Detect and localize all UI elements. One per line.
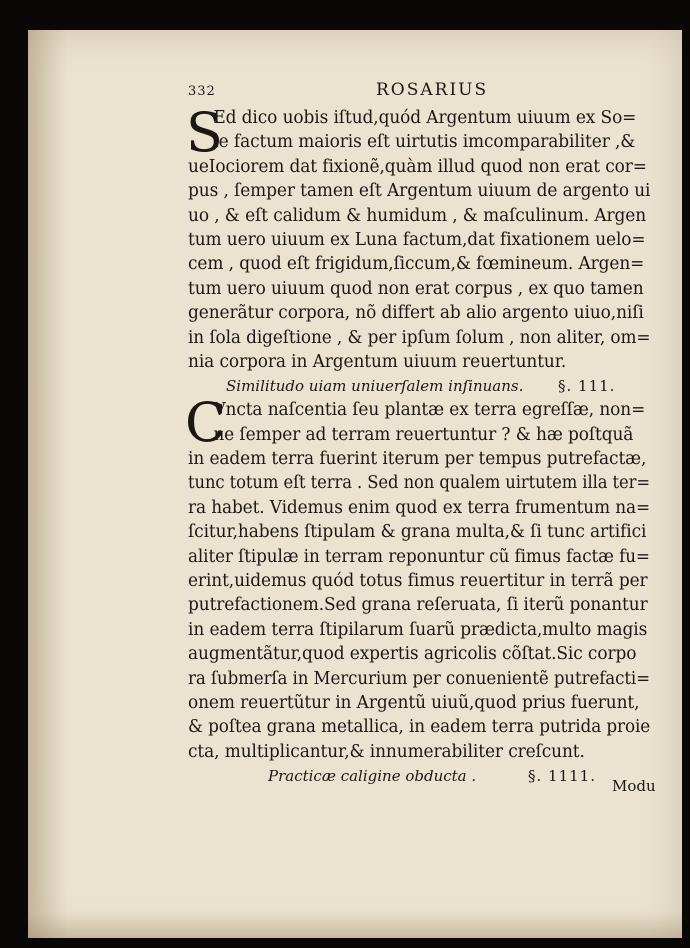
text-line: erint,uidemus quód totus fimus reuertitur in terrã per: [188, 571, 648, 592]
text-line: tunc totum eſt terra . Sed non qualem uirtutem illa ter=: [188, 473, 651, 494]
text-line: in eadem terra ſtipilarum ſuarũ prædicta,multo magis: [188, 619, 648, 640]
section-title: Practicæ caligine obducta .: [268, 767, 477, 786]
section-number: §. 1111.: [528, 767, 596, 786]
running-head: ROSARIUS: [376, 80, 489, 100]
text-line: cem , quod eſt frigidum,ſiccum,& fœmineum. Argen=: [188, 254, 645, 275]
text-line: cta, multiplicantur,& innumerabiliter creſcunt.: [188, 741, 585, 762]
text-line: onem reuertũtur in Argentũ uiuũ,quod prius fuerunt,: [188, 692, 640, 713]
text-line: ſcitur,habens ſtipulam & grana multa,& ſi tunc artifici: [188, 522, 647, 543]
section-heading-2: [188, 764, 662, 788]
text-line: putrefactionem.Sed grana reſeruata, ſi iterũ ponantur: [188, 595, 648, 616]
text-line: ra habet. Videmus enim quod ex terra frumentum na=: [188, 497, 651, 518]
page-header: [188, 80, 662, 106]
text-line: tum uero uiuum ex Luna factum,dat fixationem uelo=: [188, 229, 646, 250]
text-block: [185, 80, 662, 788]
text-line: nia corpora in Argentum uiuum reuertuntur.: [188, 351, 567, 372]
text-line: le factum maioris eſt uirtutis imcomparabiliter ,&: [213, 132, 636, 153]
page-bottom-edge: [28, 912, 682, 938]
text-line: in eadem terra fuerint iterum per tempus putrefactæ,: [188, 449, 647, 470]
text-line: & poſtea grana metallica, in eadem terra putrida proie: [188, 717, 651, 738]
section-title: Similitudo uiam uniuerſalem inſinuans.: [226, 377, 524, 396]
section-heading-1: [188, 374, 662, 398]
drop-cap-s: S: [186, 101, 223, 164]
text-line: generãtur corpora, nõ differt ab alio argento uiuo,niſi: [188, 303, 644, 324]
text-line: ra ſubmerſa in Mercurium per conuenientẽ putrefacti=: [188, 668, 651, 689]
page-number: 332: [188, 84, 216, 99]
text-line: pus , ſemper tamen eſt Argentum uiuum de argento ui: [188, 181, 651, 202]
page-gutter-shadow: [28, 30, 68, 938]
text-line: uo , & eſt calidum & humidum , & maſculinum. Argen: [188, 205, 647, 226]
paragraph-1: [186, 101, 662, 374]
text-line: augmentãtur,quod expertis agricolis cõſtat.Sic corpo: [188, 644, 637, 665]
text-line: ueIociorem dat fixionẽ,quàm illud quod non erat cor=: [188, 156, 647, 177]
catchword: Modu: [612, 777, 656, 795]
drop-cap-c: C: [185, 391, 227, 455]
section-number: §. 111.: [558, 377, 616, 396]
text-line: in ſola digeſtione , & per ipſum ſolum , non aliter, om=: [188, 327, 651, 348]
text-line: tum uero uiuum quod non erat corpus , ex quo tamen: [188, 278, 644, 299]
text-line: Ed dico uobis iſtud,quód Argentum uiuum ex So=: [213, 108, 637, 128]
paragraph-2: [185, 391, 662, 764]
text-line: Vncta naſcentia ſeu plantæ ex terra egreſſæ, non=: [213, 400, 646, 421]
text-line: ne ſemper ad terram reuertuntur ? & hæ poſtquã: [213, 424, 634, 445]
text-line: aliter ſtipulæ in terram reponuntur cũ fimus factæ fu=: [188, 546, 650, 567]
book-page: [28, 30, 682, 938]
